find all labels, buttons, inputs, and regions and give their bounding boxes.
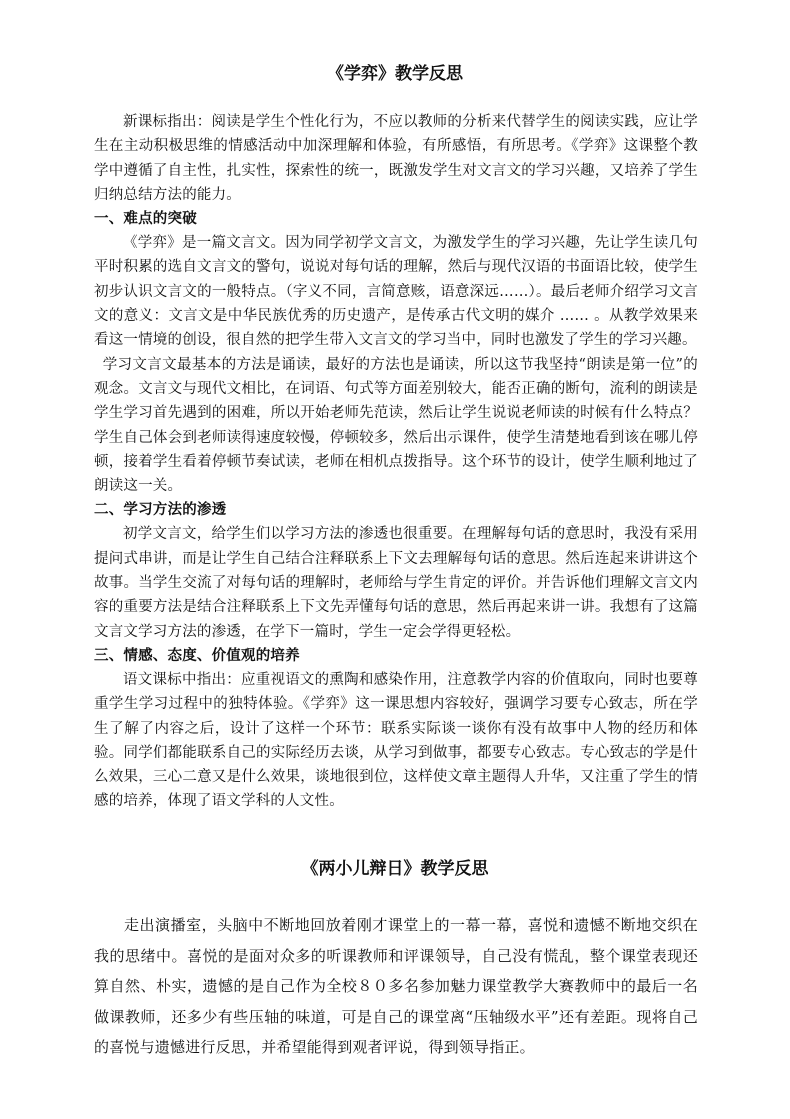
intro-paragraph: 新课标指出：阅读是学生个性化行为，不应以教师的分析来代替学生的阅读实践，应让学生在主动积极思维的情感活动中加深理解和体验，有所感悟，有所思考。《学弈》这课整个教学中遵循了自主性，扎实性，探索性的统一，既激发学生对文言文的学习兴趣，又培养了学生归纳总结方法的能力。 <box>94 114 698 203</box>
paragraph-method: 初学文言文，给学生们以学习方法的渗透也很重要。在理解每句话的意思时，我没有采用提问式串讲，而是让学生自己结合注释联系上下文去理解每句话的意思。然后连起来讲讲这个故事。当学生交流了对每句话的理解时，老师给与学生肯定的评价。并告诉他们理解文言文内容的重要方法是结合注释联系上下文先弄懂每句话的意思，然后再起来讲一讲。我想有了这篇文言文学习方法的渗透，在学下一篇时，学生一定会学得更轻松。 <box>94 526 698 640</box>
paragraph-liangxiaoer: 走出演播室，头脑中不断地回放着刚才课堂上的一幕一幕，喜悦和遗憾不断地交织在我的思绪中。喜悦的是面对众多的听课教师和评课领导，自己没有慌乱，整个课堂表现还算自然、朴实，遗憾的是自己作为全校８０多名参加魅力课堂教学大赛教师中的最后一名做课教师，还多少有些压轴的味道，可是自己的课堂离“压轴级水平”还有差距。现将自己的喜悦与遗憾进行反思，并希望能得到观者评说，得到领导指正。 <box>94 916 698 1057</box>
paragraph-emotion: 语文课标中指出：应重视语文的熏陶和感染作用，注意教学内容的价值取向，同时也要尊重学生学习过程中的独特体验。《学弈》这一课思想内容较好，强调学习要专心致志，所在学生了解了内容之后，设计了这样一个环节：联系实际谈一谈你有没有故事中人物的经历和体验。同学们都能联系自己的实际经历去谈，从学习到做事，都要专心致志。专心致志的学是什么效果，三心二意又是什么效果，谈地很到位，这样使文章主题得人升华，又注重了学生的情感的培养，体现了语文学科的人文性。 <box>94 671 698 810</box>
document-title-xueyi: 《学弈》教学反思 <box>327 64 463 84</box>
section-liangxiaoer-body <box>94 910 698 1063</box>
paragraph-reading: 学习文言文最基本的方法是诵读，最好的方法也是诵读，所以这节我坚持“朗读是第一位”的观念。文言文与现代文相比，在词语、句式等方面差别较大，能否正确的断句，流利的朗读是学生学习首先遇到的困难，所以开始老师先范读，然后让学生说说老师读的时候有什么特点？学生自己体会到老师读得速度较慢，停顿较多，然后出示课件，使学生清楚地看到该在哪儿停顿，接着学生看着停顿节奏试读，老师在相机点拨指导。这个环节的设计，使学生顺利地过了朗读这一关。 <box>94 356 698 495</box>
heading-emotion: 三、情感、态度、价值观的培养 <box>94 646 300 664</box>
heading-difficulty: 一、难点的突破 <box>94 210 197 228</box>
heading-method: 二、学习方法的渗透 <box>94 501 227 519</box>
section-xueyi-body <box>94 110 698 814</box>
paragraph-difficulty: 《学弈》是一篇文言文。因为同学初学文言文，为激发学生的学习兴趣，先让学生读几句平时积累的选自文言文的警句，说说对每句话的理解，然后与现代汉语的书面语比较，使学生初步认识文言文的一般特点。（字义不同，言简意赅，语意深远……）。最后老师介绍学习文言文的意义：文言文是中华民族优秀的历史遗产，是传承古代文明的媒介 …… 。从教学效果来看这一情境的创设，很自然的把学生带入文言文的学习当中，同时也激发了学生的学习兴趣。 <box>94 235 698 349</box>
document-title-liangxiaoer: 《两小儿辩日》教学反思 <box>301 859 489 879</box>
